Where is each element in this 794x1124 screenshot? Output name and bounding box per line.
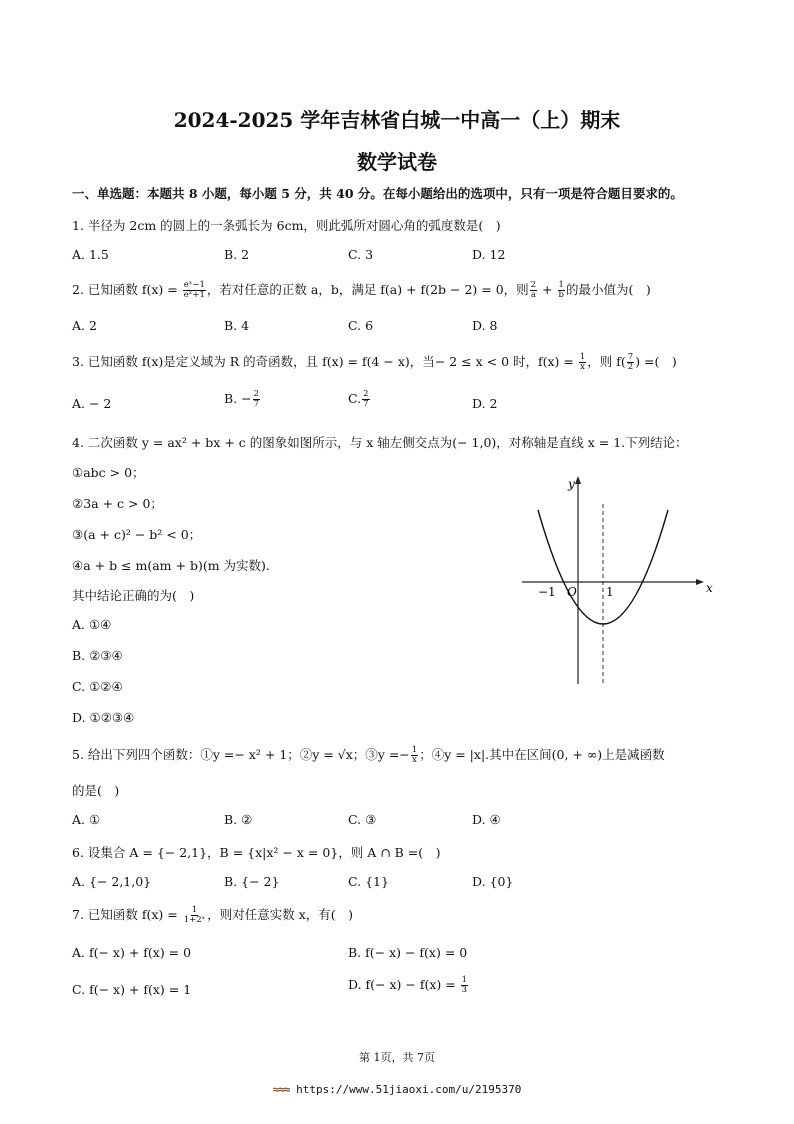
- q7-text-1: 7. 已知函数 f(x) =: [72, 907, 182, 922]
- section-heading: 一、单选题：本题共 8 小题，每小题 5 分，共 40 分。在每小题给出的选项中，只有一项是符合题目要求的。: [72, 186, 683, 201]
- q2-fraction-1b: [558, 281, 565, 300]
- q5-option-b: B. ②: [224, 812, 253, 827]
- q3-text-1: 3. 已知函数 f(x)是定义域为 R 的奇函数，且 f(x) = f(4 − x)，当− 2 ≤ x < 0 时，f(x) =: [72, 354, 578, 369]
- y-axis-label: y: [568, 477, 575, 491]
- q3-option-c-fraction: [362, 390, 369, 409]
- q7-option-c: C. f(− x) + f(x) = 1: [72, 982, 192, 997]
- q5-stem-line2: 的是( ): [72, 783, 120, 798]
- q3-optc-num: 2: [363, 389, 369, 399]
- q4-conclusion-1: ①abc > 0；: [72, 465, 145, 480]
- q7-option-d: [348, 976, 469, 995]
- q1-option-d: D. 12: [472, 247, 506, 262]
- q2-text-2: ，若对任意的正数 a，b，满足 f(a) + f(2b − 2) = 0，则: [206, 282, 529, 297]
- q7-option-d-prefix: D. f(− x) − f(x) =: [348, 977, 460, 992]
- q3-frac2-num: 7: [627, 352, 634, 362]
- q4-option-b: B. ②③④: [72, 648, 123, 663]
- q3-frac1-den: x: [580, 362, 585, 372]
- question-6-stem: 6. 设集合 A = {− 2,1}，B = {x|x² − x = 0}，则 A ∩ B =( ): [72, 845, 441, 860]
- q1-option-b: B. 2: [224, 247, 250, 262]
- watermark: [0, 1083, 794, 1096]
- q3-option-a: A. − 2: [72, 396, 112, 411]
- q2-fraction: [183, 281, 206, 300]
- q2-fraction-num: eˣ−1: [183, 280, 205, 290]
- q2-option-a: A. 2: [72, 318, 97, 333]
- question-5-stem: [72, 745, 665, 765]
- q2-frac3-num: 1: [558, 280, 564, 290]
- page-title: 2024-2025 学年吉林省白城一中高一（上）期末: [173, 108, 621, 132]
- q7-optd-num: 1: [461, 975, 468, 985]
- label-neg-one: −1: [538, 585, 556, 599]
- q3-text-2: ，则 f(: [587, 354, 626, 369]
- q3-option-d: D. 2: [472, 396, 498, 411]
- q5-option-d: D. ④: [472, 812, 501, 827]
- q6-option-c: C. {1}: [348, 874, 389, 889]
- q5-frac-num: 1: [411, 745, 418, 755]
- q3-frac1-num: 1: [579, 352, 586, 362]
- q7-fraction: [183, 906, 207, 925]
- q2-frac2-den: a: [530, 290, 536, 300]
- q2-option-b: B. 4: [224, 318, 250, 333]
- question-1-stem: 1. 半径为 2cm 的圆上的一条弧长为 6cm，则此弧所对圆心角的弧度数是( ): [72, 218, 501, 233]
- q4-question: 其中结论正确的为( ): [72, 588, 195, 603]
- q4-option-a: A. ①④: [72, 617, 112, 632]
- q7-frac-den: 1+2ˣ: [183, 915, 206, 925]
- x-axis-arrow: [696, 579, 704, 585]
- question-2-stem: [72, 280, 651, 300]
- q4-option-d: D. ①②③④: [72, 710, 135, 725]
- q7-optd-den: 3: [461, 985, 468, 995]
- q2-frac3-den: b: [558, 290, 564, 300]
- q3-option-b-prefix: B. −: [224, 391, 252, 406]
- q4-option-c: C. ①②④: [72, 679, 123, 694]
- q3-option-c-prefix: C.: [348, 391, 362, 406]
- question-7-stem: [72, 905, 353, 925]
- q3-option-b-fraction: [253, 390, 260, 409]
- watermark-url: https://www.51jiaoxi.com/u/2195370: [296, 1083, 522, 1096]
- q6-option-a: A. {− 2,1,0}: [72, 874, 152, 889]
- q3-optb-den: 7: [253, 399, 260, 409]
- q5-frac-den: x: [412, 755, 417, 765]
- q3-fraction-1: [579, 353, 586, 372]
- q7-option-b: B. f(− x) − f(x) = 0: [348, 945, 468, 960]
- q2-fraction-2a: [530, 281, 537, 300]
- q2-frac2-num: 2: [530, 280, 537, 290]
- q4-conclusion-4: ④a + b ≤ m(am + b)(m 为实数).: [72, 558, 270, 573]
- label-origin: O: [567, 585, 577, 599]
- q3-text-3: ) =( ): [635, 354, 677, 369]
- q2-text-1: 2. 已知函数 f(x) =: [72, 282, 182, 297]
- q7-frac-num: 1: [191, 905, 198, 915]
- label-one: 1: [606, 585, 614, 599]
- q6-option-b: B. {− 2}: [224, 874, 280, 889]
- q5-fraction: [411, 746, 418, 765]
- q5-text-1: 5. 给出下列四个函数：①y =− x² + 1；②y = √x；③y =−: [72, 747, 410, 762]
- watermark-logo: ≈≈≈: [272, 1083, 290, 1096]
- q1-option-c: C. 3: [348, 247, 374, 262]
- q7-text-2: ，则对任意实数 x，有( ): [207, 907, 354, 922]
- q3-optc-den: 7: [363, 399, 369, 409]
- q2-text-3: 的最小值为( ): [565, 282, 651, 297]
- q2-plus: +: [538, 282, 557, 297]
- y-axis-arrow: [575, 476, 581, 484]
- q3-option-b: [224, 390, 261, 409]
- q2-fraction-den: eˣ+1: [183, 290, 205, 300]
- q4-conclusion-2: ②3a + c > 0；: [72, 496, 163, 511]
- question-3-stem: [72, 352, 677, 372]
- q6-option-d: D. {0}: [472, 874, 514, 889]
- q5-text-2: ；④y = |x|.其中在区间(0, + ∞)上是减函数: [419, 747, 665, 762]
- q4-conclusion-3: ③(a + c)² − b² < 0；: [72, 527, 202, 542]
- q7-option-d-fraction: [461, 976, 468, 995]
- q3-frac2-den: 2: [627, 362, 634, 372]
- q7-option-a: A. f(− x) + f(x) = 0: [72, 945, 192, 960]
- q2-option-d: D. 8: [472, 318, 498, 333]
- page-footer: 第 1页，共 7页: [359, 1051, 435, 1064]
- q5-option-c: C. ③: [348, 812, 377, 827]
- q5-option-a: A. ①: [72, 812, 101, 827]
- q2-option-c: C. 6: [348, 318, 374, 333]
- q3-option-c: [348, 390, 371, 409]
- question-4-stem: 4. 二次函数 y = ax² + bx + c 的图象如图所示，与 x 轴左侧交点为(− 1,0)，对称轴是直线 x = 1.下列结论：: [72, 435, 688, 450]
- q1-option-a: A. 1.5: [72, 247, 109, 262]
- x-axis-label: x: [706, 581, 713, 595]
- q3-optb-num: 2: [253, 389, 260, 399]
- q4-parabola-graph: [520, 474, 720, 688]
- page-subtitle: 数学试卷: [357, 150, 437, 174]
- q3-fraction-2: [627, 353, 634, 372]
